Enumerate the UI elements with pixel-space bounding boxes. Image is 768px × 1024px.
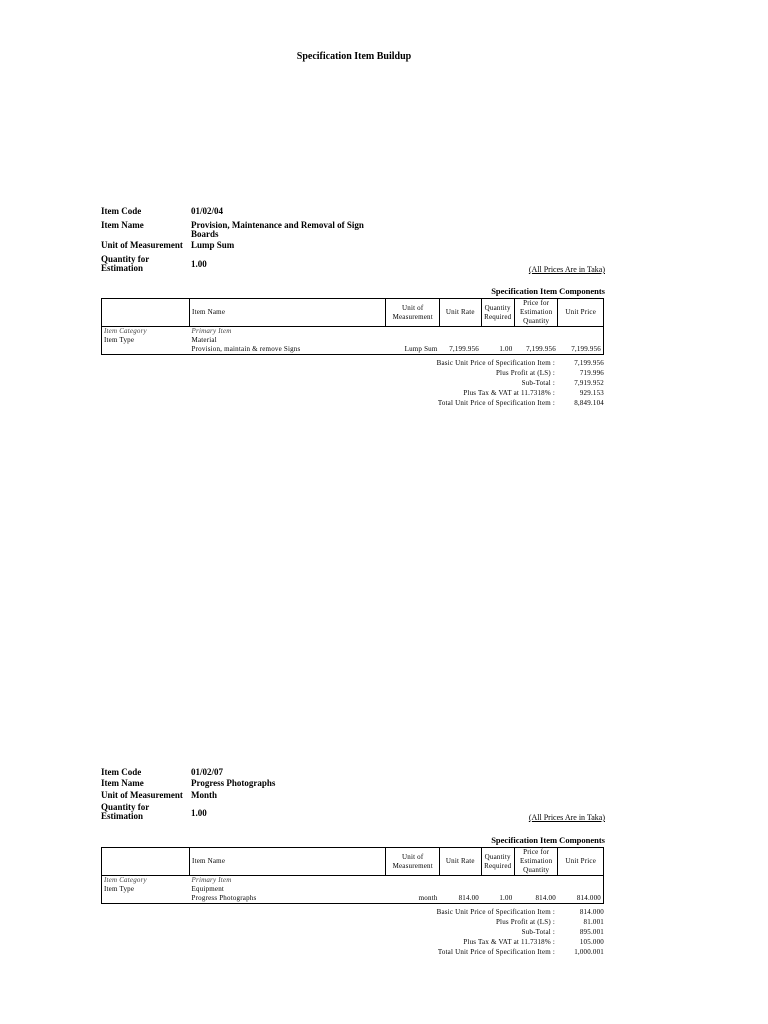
table-row bbox=[102, 894, 604, 904]
profit-value: 81.001 bbox=[583, 918, 604, 926]
components-title: Specification Item Components bbox=[491, 835, 605, 845]
table-row bbox=[102, 345, 604, 355]
page-title: Specification Item Buildup bbox=[296, 51, 412, 62]
basic-label: Basic Unit Price of Specification Item : bbox=[436, 908, 555, 916]
item-code-label: Item Code bbox=[101, 767, 142, 777]
col-price-est: Price for Estimation Quantity bbox=[514, 848, 558, 876]
col-item-name: Item Name bbox=[190, 848, 386, 876]
item-type-value: Equipment bbox=[191, 885, 225, 893]
profit-label: Plus Profit at (LS) : bbox=[495, 918, 555, 926]
col-unit-price: Unit Price bbox=[558, 848, 604, 876]
item-type-label: Item Type bbox=[102, 336, 190, 345]
total-label: Total Unit Price of Specification Item : bbox=[437, 399, 555, 407]
table-row bbox=[102, 336, 604, 345]
component-unit-price: 7,199.956 bbox=[558, 345, 604, 355]
col-unit-rate: Unit Rate bbox=[440, 299, 481, 327]
tax-value: 929.153 bbox=[579, 389, 604, 397]
col-price-est: Price for Estimation Quantity bbox=[514, 299, 558, 327]
item-category-value: Primary Item bbox=[191, 327, 232, 335]
quantity-label: Quantity for Estimation bbox=[101, 254, 150, 273]
item-code-value: 01/02/04 bbox=[191, 206, 224, 216]
component-unit-rate: 7,199.956 bbox=[440, 345, 481, 355]
subtotal-label: Sub-Total : bbox=[521, 928, 555, 936]
unit-value: Lump Sum bbox=[191, 240, 235, 250]
price-summary bbox=[101, 907, 604, 957]
col-unit-price: Unit Price bbox=[558, 299, 604, 327]
components-table bbox=[101, 298, 604, 355]
component-unit-rate: 814.00 bbox=[440, 894, 481, 904]
component-unit: Lump Sum bbox=[386, 345, 440, 355]
table-row bbox=[102, 327, 604, 337]
item-category-value: Primary Item bbox=[191, 876, 232, 884]
currency-note: (All Prices Are in Taka) bbox=[528, 813, 605, 822]
col-unit: Unit of Measurement bbox=[386, 848, 440, 876]
col-quantity: Quantity Required bbox=[481, 299, 514, 327]
component-name: Progress Photographs bbox=[190, 894, 386, 904]
subtotal-value: 7,919.952 bbox=[574, 379, 604, 387]
profit-label: Plus Profit at (LS) : bbox=[495, 369, 555, 377]
item-category-label: Item Category bbox=[102, 876, 190, 886]
component-unit: month bbox=[386, 894, 440, 904]
item-code-label: Item Code bbox=[101, 206, 142, 216]
quantity-value: 1.00 bbox=[191, 259, 207, 269]
col-item-name: Item Name bbox=[190, 299, 386, 327]
unit-label: Unit of Measurement bbox=[101, 240, 183, 250]
item-name-value: Provision, Maintenance and Removal of Sign Boards bbox=[191, 220, 364, 239]
currency-note: (All Prices Are in Taka) bbox=[528, 265, 605, 274]
unit-label: Unit of Measurement bbox=[101, 790, 183, 800]
basic-value: 7,199.956 bbox=[574, 359, 604, 367]
total-label: Total Unit Price of Specification Item : bbox=[437, 948, 555, 956]
table-header bbox=[102, 848, 604, 876]
subtotal-label: Sub-Total : bbox=[521, 379, 555, 387]
components-table bbox=[101, 847, 604, 904]
item-name-label: Item Name bbox=[101, 778, 144, 788]
item-meta bbox=[101, 768, 607, 832]
item-category-label: Item Category bbox=[102, 327, 190, 337]
components-title: Specification Item Components bbox=[491, 286, 605, 296]
unit-value: Month bbox=[191, 790, 218, 800]
profit-value: 719.996 bbox=[579, 369, 604, 377]
item-name-value: Progress Photographs bbox=[191, 778, 276, 788]
basic-value: 814.000 bbox=[579, 908, 604, 916]
component-quantity: 1.00 bbox=[481, 345, 514, 355]
item-name-label: Item Name bbox=[101, 220, 144, 230]
total-value: 1,000.001 bbox=[574, 948, 604, 956]
item-type-value: Material bbox=[191, 336, 217, 344]
component-unit-price: 814.000 bbox=[558, 894, 604, 904]
component-quantity: 1.00 bbox=[481, 894, 514, 904]
price-summary bbox=[101, 358, 604, 408]
header-blank bbox=[102, 848, 190, 876]
col-quantity: Quantity Required bbox=[481, 848, 514, 876]
col-unit-rate: Unit Rate bbox=[440, 848, 481, 876]
table-row bbox=[102, 876, 604, 886]
basic-label: Basic Unit Price of Specification Item : bbox=[436, 359, 555, 367]
tax-label: Plus Tax & VAT at 11.7318% : bbox=[463, 938, 555, 946]
subtotal-value: 895.001 bbox=[579, 928, 604, 936]
total-value: 8,849.104 bbox=[574, 399, 604, 407]
item-type-label: Item Type bbox=[102, 885, 190, 894]
spec-item-block bbox=[101, 206, 607, 407]
component-price-est: 7,199.956 bbox=[514, 345, 558, 355]
quantity-label: Quantity for Estimation bbox=[101, 802, 150, 821]
col-unit: Unit of Measurement bbox=[386, 299, 440, 327]
header-blank bbox=[102, 299, 190, 327]
item-meta bbox=[101, 207, 607, 271]
spec-item-block bbox=[101, 767, 607, 956]
item-code-value: 01/02/07 bbox=[191, 767, 224, 777]
quantity-value: 1.00 bbox=[191, 808, 207, 818]
table-header bbox=[102, 299, 604, 327]
component-price-est: 814.00 bbox=[514, 894, 558, 904]
tax-value: 105.000 bbox=[579, 938, 604, 946]
tax-label: Plus Tax & VAT at 11.7318% : bbox=[463, 389, 555, 397]
table-row bbox=[102, 885, 604, 894]
component-name: Provision, maintain & remove Signs bbox=[190, 345, 386, 355]
